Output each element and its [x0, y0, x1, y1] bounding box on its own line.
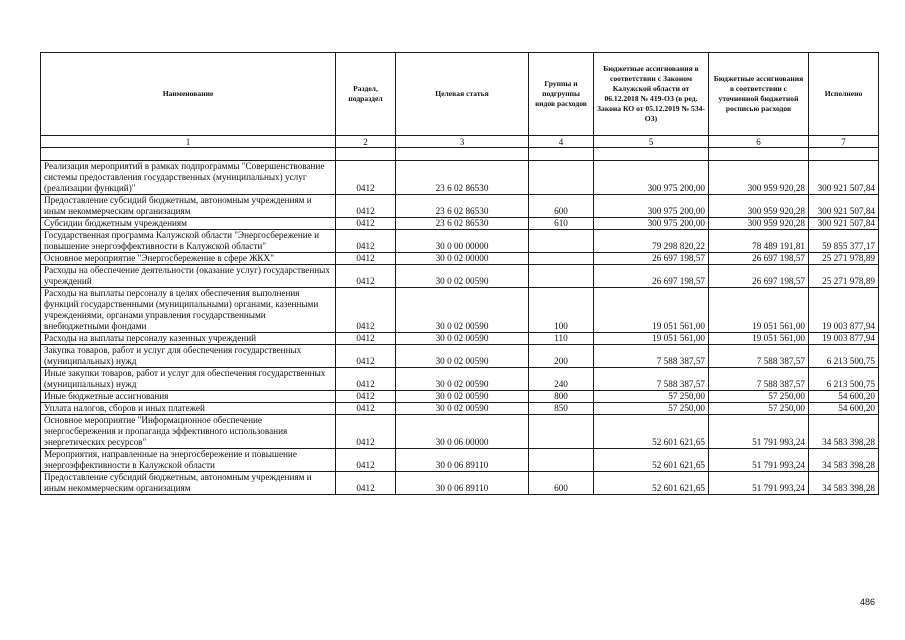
row-target: 30 0 02 00590 — [396, 333, 529, 345]
row-target: 23 6 02 86530 — [396, 161, 529, 195]
row-executed: 54 600,20 — [809, 391, 879, 403]
table-row — [41, 403, 879, 415]
row-name: Иные закупки товаров, работ и услуг для обеспечения государственных (муниципальных) нужд — [41, 368, 336, 391]
row-assign-law: 26 697 198,57 — [594, 265, 709, 288]
row-assign-spec: 300 959 920,28 — [709, 218, 809, 230]
row-target: 30 0 06 89110 — [396, 472, 529, 495]
table-row — [41, 368, 879, 391]
row-group — [529, 265, 594, 288]
row-section: 0412 — [336, 195, 396, 218]
row-assign-law: 52 601 621,65 — [594, 449, 709, 472]
row-name: Предоставление субсидий бюджетным, автономным учреждениям и иным некоммерческим организациям — [41, 472, 336, 495]
table-row — [41, 333, 879, 345]
col-number: 1 — [41, 136, 336, 148]
col-number: 7 — [809, 136, 879, 148]
row-executed: 34 583 398,28 — [809, 472, 879, 495]
row-assign-law: 52 601 621,65 — [594, 415, 709, 449]
header-executed: Исполнено — [809, 53, 879, 136]
table-row — [41, 195, 879, 218]
row-group: 110 — [529, 333, 594, 345]
table-row — [41, 288, 879, 333]
row-section: 0412 — [336, 391, 396, 403]
row-name: Иные бюджетные ассигнования — [41, 391, 336, 403]
row-target: 30 0 02 00000 — [396, 253, 529, 265]
row-name: Расходы на обеспечение деятельности (оказание услуг) государственных учреждений — [41, 265, 336, 288]
row-executed: 6 213 500,75 — [809, 368, 879, 391]
row-name: Государственная программа Калужской области "Энергосбережение и повышение энергоэффективности в Калужской области" — [41, 230, 336, 253]
row-assign-law: 52 601 621,65 — [594, 472, 709, 495]
row-assign-law: 300 975 200,00 — [594, 218, 709, 230]
header-assign-spec: Бюджетные ассигнования в соответствии с уточненной бюджетной росписью расходов — [709, 53, 809, 136]
row-target: 30 0 06 00000 — [396, 415, 529, 449]
row-target: 23 6 02 86530 — [396, 218, 529, 230]
col-number: 4 — [529, 136, 594, 148]
spacer-row — [41, 148, 879, 161]
header-name: Наименование — [41, 53, 336, 136]
row-section: 0412 — [336, 253, 396, 265]
row-target: 30 0 02 00590 — [396, 403, 529, 415]
table-row — [41, 345, 879, 368]
header-section: Раздел, подраздел — [336, 53, 396, 136]
row-section: 0412 — [336, 415, 396, 449]
row-assign-spec: 51 791 993,24 — [709, 472, 809, 495]
col-number: 2 — [336, 136, 396, 148]
row-target: 30 0 02 00590 — [396, 345, 529, 368]
row-executed: 59 855 377,17 — [809, 230, 879, 253]
row-group — [529, 230, 594, 253]
row-section: 0412 — [336, 288, 396, 333]
row-group: 850 — [529, 403, 594, 415]
row-name: Уплата налогов, сборов и иных платежей — [41, 403, 336, 415]
header-target: Целевая статья — [396, 53, 529, 136]
row-section: 0412 — [336, 161, 396, 195]
table-row — [41, 449, 879, 472]
row-executed: 19 003 877,94 — [809, 333, 879, 345]
header-assign-law: Бюджетные ассигнования в соответствии с Законом Калужской области от 06.12.2018 № 419-ОЗ (в ред. Закона КО от 05.12.2019 № 534-ОЗ) — [594, 53, 709, 136]
table-row — [41, 218, 879, 230]
row-assign-law: 57 250,00 — [594, 391, 709, 403]
row-group: 240 — [529, 368, 594, 391]
row-assign-spec: 51 791 993,24 — [709, 415, 809, 449]
row-assign-law: 79 298 820,22 — [594, 230, 709, 253]
col-number: 6 — [709, 136, 809, 148]
row-assign-law: 19 051 561,00 — [594, 288, 709, 333]
row-assign-spec: 26 697 198,57 — [709, 265, 809, 288]
row-executed: 34 583 398,28 — [809, 449, 879, 472]
row-executed: 54 600,20 — [809, 403, 879, 415]
row-target: 30 0 02 00590 — [396, 368, 529, 391]
row-target: 30 0 02 00590 — [396, 391, 529, 403]
row-executed: 300 921 507,84 — [809, 218, 879, 230]
row-target: 30 0 00 00000 — [396, 230, 529, 253]
row-assign-law: 57 250,00 — [594, 403, 709, 415]
row-assign-law: 300 975 200,00 — [594, 195, 709, 218]
row-group — [529, 449, 594, 472]
row-name: Мероприятия, направленные на энергосбережение и повышение энергоэффективности в Калужской области — [41, 449, 336, 472]
budget-table — [40, 52, 879, 495]
row-assign-law: 19 051 561,00 — [594, 333, 709, 345]
page-number: 486 — [860, 597, 876, 607]
row-section: 0412 — [336, 472, 396, 495]
table-row — [41, 230, 879, 253]
row-name: Основное мероприятие "Энергосбережение в сфере ЖКХ" — [41, 253, 336, 265]
col-number: 5 — [594, 136, 709, 148]
row-group: 800 — [529, 391, 594, 403]
row-group: 600 — [529, 195, 594, 218]
row-group — [529, 161, 594, 195]
row-name: Субсидии бюджетным учреждениям — [41, 218, 336, 230]
table-row — [41, 415, 879, 449]
row-group — [529, 415, 594, 449]
row-assign-law: 7 588 387,57 — [594, 368, 709, 391]
row-executed: 300 921 507,84 — [809, 195, 879, 218]
row-assign-spec: 300 959 920,28 — [709, 195, 809, 218]
row-assign-spec: 300 959 920,28 — [709, 161, 809, 195]
row-assign-spec: 26 697 198,57 — [709, 253, 809, 265]
row-assign-law: 7 588 387,57 — [594, 345, 709, 368]
row-name: Реализация мероприятий в рамках подпрограммы "Совершенствование системы предоставления государственных (муниципальных) услуг (реализации функций)" — [41, 161, 336, 195]
row-section: 0412 — [336, 449, 396, 472]
row-name: Закупка товаров, работ и услуг для обеспечения государственных (муниципальных) нужд — [41, 345, 336, 368]
row-section: 0412 — [336, 333, 396, 345]
row-assign-spec: 19 051 561,00 — [709, 288, 809, 333]
table-row — [41, 253, 879, 265]
row-section: 0412 — [336, 368, 396, 391]
table-row — [41, 472, 879, 495]
table-row — [41, 161, 879, 195]
row-assign-law: 26 697 198,57 — [594, 253, 709, 265]
row-target: 30 0 02 00590 — [396, 288, 529, 333]
row-executed: 19 003 877,94 — [809, 288, 879, 333]
row-target: 23 6 02 86530 — [396, 195, 529, 218]
row-target: 30 0 06 89110 — [396, 449, 529, 472]
row-section: 0412 — [336, 265, 396, 288]
row-group: 610 — [529, 218, 594, 230]
col-number: 3 — [396, 136, 529, 148]
row-assign-spec: 51 791 993,24 — [709, 449, 809, 472]
row-assign-spec: 78 489 191,81 — [709, 230, 809, 253]
row-name: Расходы на выплаты персоналу в целях обеспечения выполнения функций государственными (муниципальными) органами, казенными учреждениями, органами управления государственными внебюджетными фондами — [41, 288, 336, 333]
row-section: 0412 — [336, 403, 396, 415]
row-assign-law: 300 975 200,00 — [594, 161, 709, 195]
row-executed: 6 213 500,75 — [809, 345, 879, 368]
row-assign-spec: 7 588 387,57 — [709, 368, 809, 391]
header-group: Группы и подгруппы видов расходов — [529, 53, 594, 136]
table-row — [41, 265, 879, 288]
row-section: 0412 — [336, 345, 396, 368]
row-executed: 34 583 398,28 — [809, 415, 879, 449]
row-name: Предоставление субсидий бюджетным, автономным учреждениям и иным некоммерческим организациям — [41, 195, 336, 218]
row-assign-spec: 57 250,00 — [709, 391, 809, 403]
row-group: 600 — [529, 472, 594, 495]
table-row — [41, 391, 879, 403]
row-assign-spec: 57 250,00 — [709, 403, 809, 415]
row-group: 200 — [529, 345, 594, 368]
row-name: Расходы на выплаты персоналу казенных учреждений — [41, 333, 336, 345]
row-section: 0412 — [336, 230, 396, 253]
row-section: 0412 — [336, 218, 396, 230]
row-executed: 25 271 978,89 — [809, 253, 879, 265]
row-target: 30 0 02 00590 — [396, 265, 529, 288]
row-executed: 25 271 978,89 — [809, 265, 879, 288]
row-group — [529, 253, 594, 265]
row-name: Основное мероприятие "Информационное обеспечение энергосбережения и пропаганда эффективного использования энергетических ресурсов" — [41, 415, 336, 449]
row-assign-spec: 19 051 561,00 — [709, 333, 809, 345]
row-assign-spec: 7 588 387,57 — [709, 345, 809, 368]
row-group: 100 — [529, 288, 594, 333]
row-executed: 300 921 507,84 — [809, 161, 879, 195]
